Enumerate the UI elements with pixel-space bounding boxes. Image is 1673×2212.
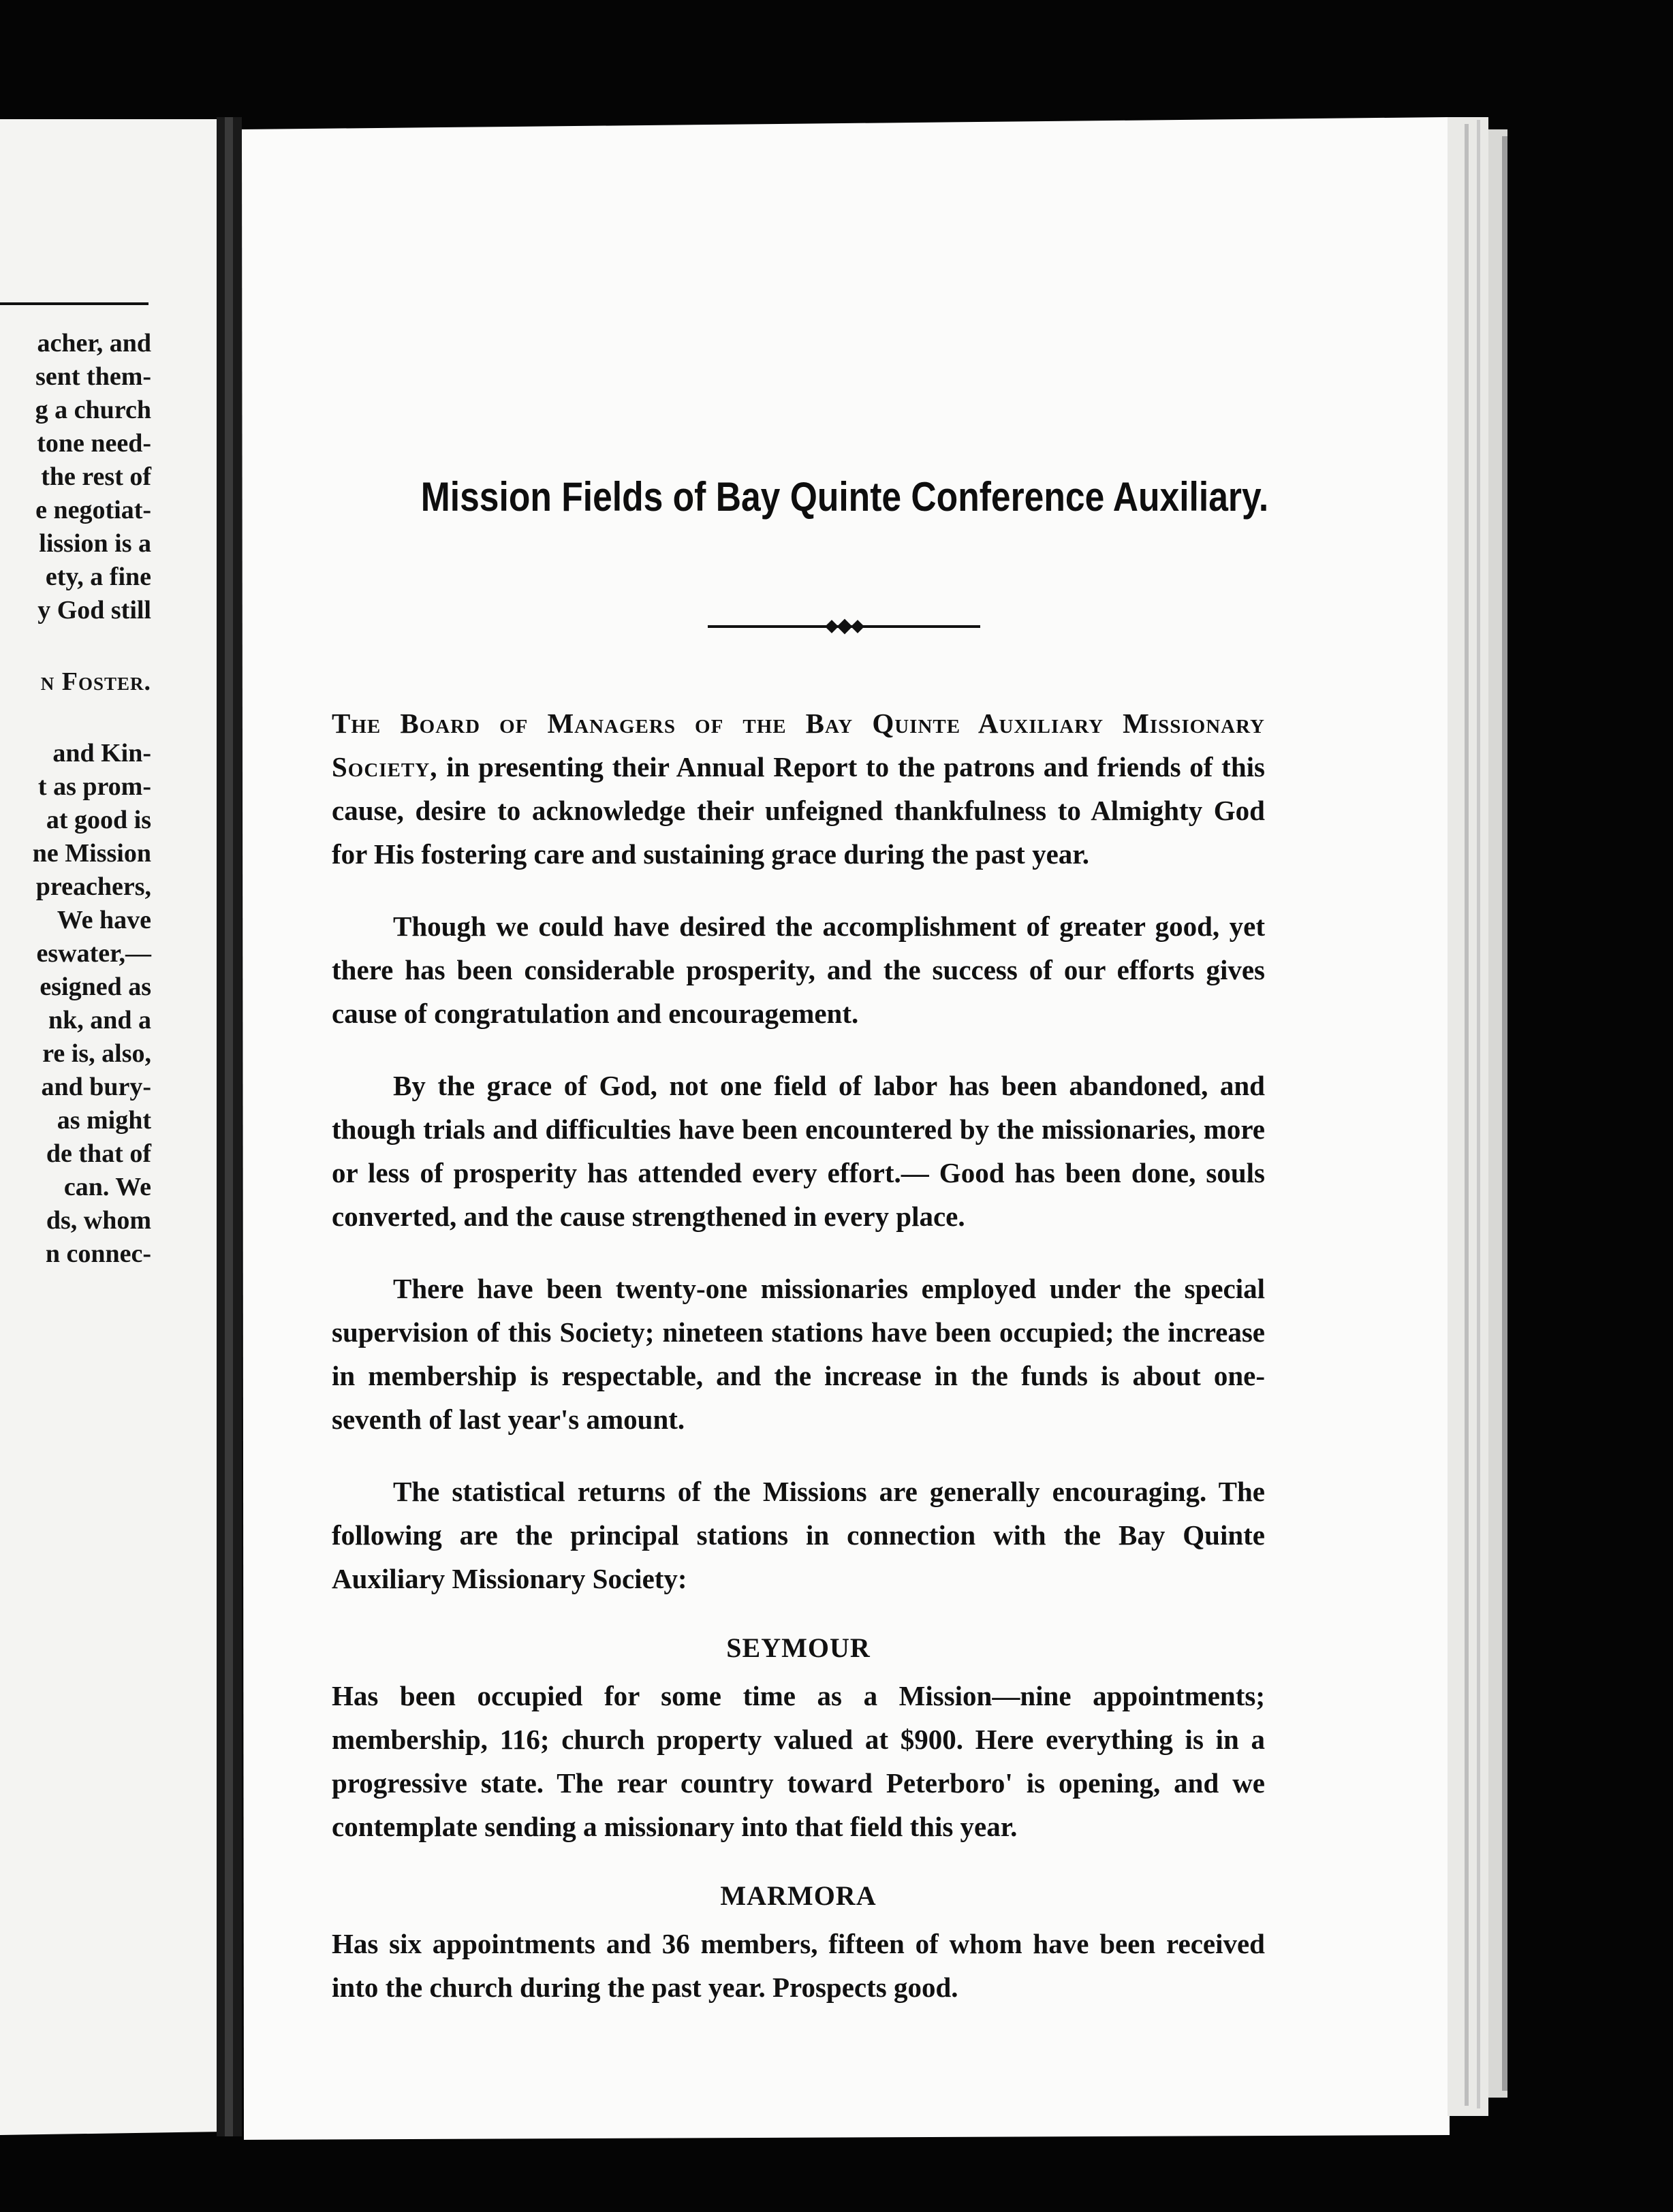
page-title: Mission Fields of Bay Quinte Conference Auxiliary. xyxy=(420,474,1269,520)
facing-line: acher, and xyxy=(37,329,151,358)
report-body xyxy=(332,701,1265,2038)
intro-small-caps: The Board of Managers of the Bay Quinte Auxiliary Missionary Society, xyxy=(332,708,1265,783)
facing-line: g a church xyxy=(35,396,151,424)
facing-line: sent them- xyxy=(35,362,151,391)
facing-line: e negotiat- xyxy=(35,496,151,524)
facing-line: ety, a fine xyxy=(45,563,151,591)
facing-line: and bury- xyxy=(41,1073,151,1101)
facing-line: at good is xyxy=(46,806,151,834)
facing-line: preachers, xyxy=(35,872,151,901)
facing-line: esigned as xyxy=(40,973,151,1001)
facing-line: We have xyxy=(57,906,151,934)
facing-line: t as prom- xyxy=(37,772,151,801)
facing-line: the rest of xyxy=(41,462,151,491)
paragraph: Though we could have desired the accomplishment of greater good, yet there has been considerable prosperity, and the success of our efforts gives cause of congratulation and encouragement. xyxy=(332,911,1265,1029)
section-text-seymour: Has been occupied for some time as a Mission—nine appointments; membership, 116; church property valued at $900. Here everything is in a progressive state. The rear country toward Peterboro' is opening, and we contemplate sending a missionary into that field this year. xyxy=(332,1680,1265,1842)
facing-page-rule xyxy=(0,302,148,305)
section-heading-marmora: MARMORA xyxy=(720,1880,877,1911)
section-text-marmora: Has six appointments and 36 members, fifteen of whom have been received into the church during the past year. Prospects good. xyxy=(332,1928,1265,2003)
facing-page xyxy=(0,123,217,2132)
facing-line: re is, also, xyxy=(42,1039,151,1068)
facing-line: as might xyxy=(57,1106,151,1135)
facing-line: and Kin- xyxy=(52,739,151,768)
intro-text: in presenting their Annual Report to the patrons and friends of this cause, desire to acknowledge their unfeigned thankfulness to Almighty God for His fostering care and sustaining grace during the past year. xyxy=(332,751,1265,870)
facing-line: n connec- xyxy=(45,1239,151,1268)
facing-line: can. We xyxy=(63,1173,151,1201)
section-heading-seymour: SEYMOUR xyxy=(726,1632,871,1663)
facing-line: eswater,— xyxy=(36,939,151,968)
facing-line: tone need- xyxy=(37,429,151,458)
facing-page-text xyxy=(0,327,151,1271)
facing-line: nk, and a xyxy=(48,1006,151,1034)
facing-line: y God still xyxy=(37,596,151,625)
facing-line: lission is a xyxy=(39,529,151,558)
ornament-rule-icon xyxy=(708,613,980,640)
facing-signature: n Foster. xyxy=(40,667,151,696)
facing-line: ds, whom xyxy=(46,1206,151,1235)
paragraph: By the grace of God, not one field of labor has been abandoned, and though trials and difficulties have been encountered by the missionaries, more or less of prosperity has attended every effort.— Good has been done, souls converted, and the cause strengthened in every place. xyxy=(332,1070,1265,1232)
paragraph: The statistical returns of the Missions are generally encouraging. The following are the principal stations in connection with the Bay Quinte Auxiliary Missionary Society: xyxy=(332,1476,1265,1594)
facing-line: de that of xyxy=(46,1139,151,1168)
intro-paragraph xyxy=(332,701,1265,876)
paragraph: There have been twenty-one missionaries employed under the special supervision of this Society; nineteen stations have been occupied; the increase in membership is respectable, and the increase in the funds is about one-seventh of last year's amount. xyxy=(332,1273,1265,1435)
main-page xyxy=(242,129,1448,2138)
facing-line: ne Mission xyxy=(32,839,151,868)
